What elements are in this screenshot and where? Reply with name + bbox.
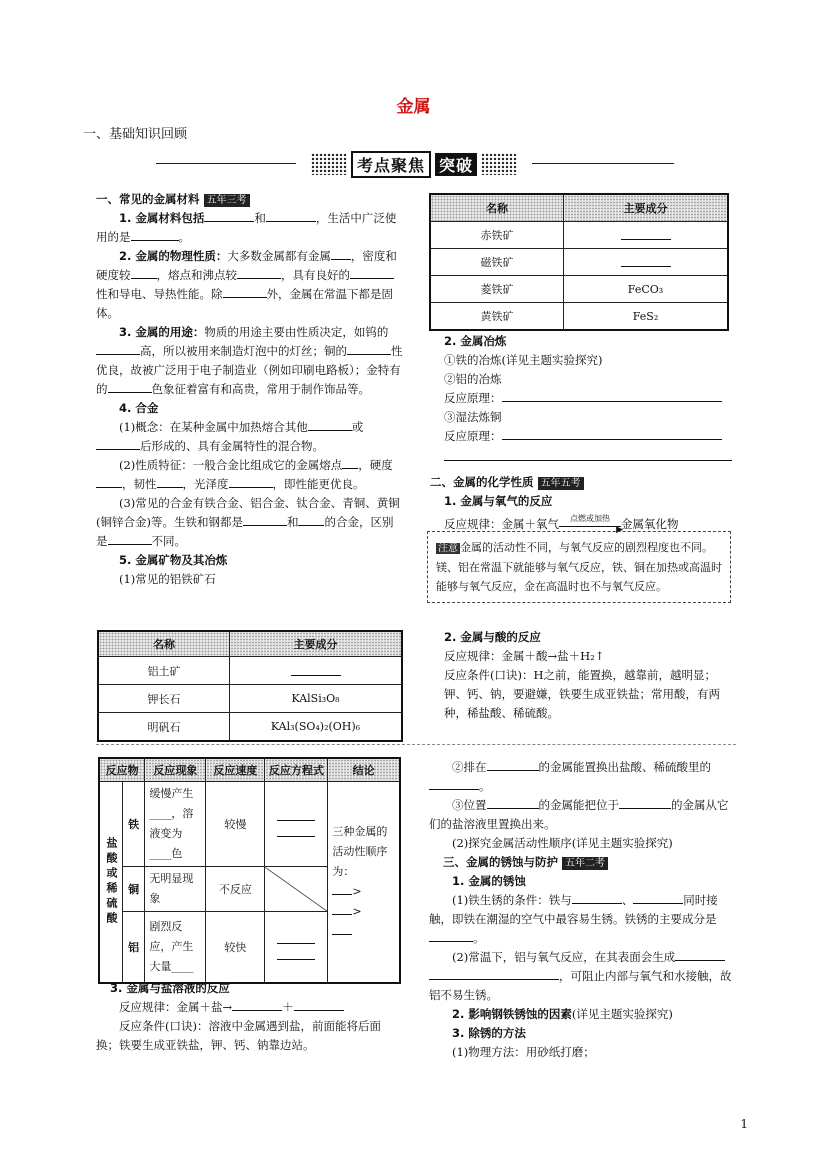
- exam-tag: 五年五考: [538, 477, 584, 490]
- para-label: 5. 金属矿物及其冶炼: [119, 553, 228, 567]
- banner-label: 考点聚焦: [351, 151, 431, 178]
- page-title: 金属: [396, 97, 431, 117]
- para-text: ，光泽度: [182, 477, 229, 491]
- section-heading: 一、基础知识回顾: [83, 127, 188, 142]
- para-text: ③湿法炼铜: [444, 410, 502, 424]
- para-text: 反应条件(口诀)：溶液中金属遇到盐，前面能将后面换；铁要生成亚铁盐，钾、钙、钠靠边站。: [96, 1019, 381, 1052]
- para-text: 物质的用途主要由性质决定，如钨的: [204, 325, 389, 339]
- para-text: 不同。: [151, 534, 186, 548]
- table-cell: 菱铁矿: [430, 276, 564, 303]
- banner-rule-left: [156, 163, 296, 164]
- table-header: 主要成分: [230, 631, 403, 657]
- banner-rule-right: [532, 163, 674, 164]
- para-text: (1)概念：在某种金属中加热熔合其他: [119, 420, 308, 434]
- para-text: 外，金属在常温下都是固体。: [96, 287, 393, 320]
- table-header: 名称: [98, 631, 230, 657]
- speed-cell: 较慢: [206, 782, 265, 867]
- para-text: ，具有良好的: [281, 268, 350, 282]
- exam-tag: 五年三考: [204, 194, 250, 207]
- para-text: ，密度和硬度较: [96, 249, 397, 282]
- para-text: ，硬度: [358, 458, 393, 472]
- equation-cell: [265, 912, 328, 984]
- para-text: 或: [351, 420, 364, 434]
- table-cell: 赤铁矿: [430, 222, 564, 249]
- para-text: 高，所以被用来制造灯泡中的灯丝；铜的: [140, 344, 347, 358]
- speed-cell: 较快: [206, 912, 265, 984]
- table-cell: KAlSi₃O₈: [230, 685, 403, 713]
- exam-tag: 五年二考: [562, 857, 608, 870]
- para-text: 性优良，故被广泛用于电子制造业（例如印刷电路板）；金特有的: [96, 344, 403, 396]
- salt-section: [96, 979, 403, 1055]
- dot-pattern-icon: [311, 153, 347, 175]
- para-text: 反应规律：金属＋盐→: [119, 1000, 233, 1014]
- para-text: (2)常温下，铝与氧气反应，在其表面会生成: [452, 950, 676, 964]
- para-label: 2. 影响钢铁锈蚀的因素: [452, 1007, 572, 1021]
- table-cell: [564, 249, 729, 276]
- para-label: 1. 金属的锈蚀: [452, 874, 526, 888]
- para-label: 4. 合金: [119, 401, 159, 415]
- table-header: 反应现象: [145, 758, 206, 782]
- para-text: ③位置: [452, 798, 487, 812]
- para-text: 和: [254, 211, 266, 225]
- para-text: 大多数金属都有金属: [227, 249, 331, 263]
- table-header: 名称: [430, 194, 564, 222]
- phenomenon-cell: 缓慢产生____，溶液变为____色: [145, 782, 206, 867]
- phenomenon-cell: 剧烈反应，产生大量____: [145, 912, 206, 984]
- para-text: 。: [473, 931, 485, 945]
- para-text: ，韧性: [122, 477, 157, 491]
- para-text: 的合金，区别是: [96, 515, 394, 548]
- para-text: 后形成的、具有金属特性的混合物。: [140, 439, 324, 453]
- metal-label: 铁: [123, 782, 145, 867]
- table-cell: 黄铁矿: [430, 303, 564, 331]
- para-text: ，熔点和沸点较: [156, 268, 237, 282]
- table-cell: 铝土矿: [98, 657, 230, 685]
- para-label: 2. 金属与酸的反应: [444, 630, 541, 644]
- table-cell: 明矾石: [98, 713, 230, 742]
- page-number: 1: [740, 1117, 748, 1131]
- note-text: 金属的活动性不同，与氧气反应的剧烈程度也不同。镁、铝在常温下就能够与氧气反应，铁、铜在加热或高温时能够与氧气反应，金在高温时也不与氧气反应。: [436, 541, 722, 593]
- table-cell: 钾长石: [98, 685, 230, 713]
- subsection-title: 二、金属的化学性质: [430, 475, 534, 489]
- para-text: ，生活中广泛使用的是: [96, 211, 397, 244]
- table-cell: FeCO₃: [564, 276, 729, 303]
- dot-pattern-icon: [481, 153, 517, 175]
- phenomenon-cell: 无明显现象: [145, 867, 206, 912]
- para-label: 1. 金属与氧气的反应: [444, 494, 553, 508]
- para-text: 色象征着富有和高贵，常用于制作饰品等。: [151, 382, 370, 396]
- para-text: 。: [479, 779, 491, 793]
- conclusion-text: 三种金属的活动性顺序为：: [332, 825, 388, 878]
- para-text: (1)铁生锈的条件：铁与: [452, 893, 572, 907]
- para-text: 1. 金属材料包括: [119, 211, 205, 225]
- right-column-acid: [444, 628, 734, 723]
- condition-label: 点燃或加热: [570, 514, 610, 523]
- para-text: 和: [286, 515, 299, 529]
- para-text: 、: [621, 893, 634, 907]
- table-cell: FeS₂: [564, 303, 729, 331]
- para-text: (2)探究金属活动性顺序(详见主题实验探究): [452, 836, 673, 850]
- note-tag: 注意: [438, 543, 458, 554]
- para-text: 反应条件(口诀)：H之前，能置换，越靠前，越明显；钾、钙、钠，要避嫌，铁要生成亚铁盐；常用酸，有两种，稀盐酸、稀硫酸。: [444, 668, 720, 720]
- gt-symbol: >: [352, 885, 362, 898]
- table-cell: [230, 657, 403, 685]
- table-cell: KAl₃(SO₄)₂(OH)₆: [230, 713, 403, 742]
- para-text: 。: [178, 230, 190, 244]
- para-text: (3)常见的合金有铁合金、铝合金、钛合金、青铜、黄铜(铜锌合金)等。生铁和钢都是: [96, 496, 400, 529]
- section-banner: [298, 150, 530, 178]
- banner-label-highlight: 突破: [435, 153, 477, 176]
- table-header: 主要成分: [564, 194, 729, 222]
- reaction-table: [98, 757, 401, 984]
- para-text: 性和导电、导热性能。除: [96, 287, 223, 301]
- para-text: 同时接触，即铁在潮湿的空气中最容易生锈。铁锈的主要成分是: [429, 893, 718, 926]
- para-text: ②铝的冶炼: [444, 372, 502, 386]
- para-text: 反应规律：金属＋酸→盐＋H₂↑: [444, 649, 605, 663]
- para-label: 3. 金属的用途：: [119, 325, 205, 339]
- divider: [96, 744, 736, 745]
- gt-symbol: >: [352, 905, 362, 918]
- para-label: 3. 除锈的方法: [452, 1026, 526, 1040]
- metal-label: 铜: [123, 867, 145, 912]
- para-text: 金属氧化物: [621, 517, 679, 531]
- metal-label: 铝: [123, 912, 145, 984]
- ore-table-aluminum: [97, 630, 403, 742]
- table-header: 反应方程式: [265, 758, 328, 782]
- ore-table-iron: [429, 193, 729, 331]
- right-column: 2. 金属冶炼 ①铁的冶炼(详见主题实验探究) ②铝的冶炼 反应原理： ③湿法炼铜 反应原理： 二、金属的化学性质 五年五考 1. 金属与氧气的反应 反应规律：金属＋氧气 $^{点燃或加热}$ ▶ 金属氧化物: [444, 332, 734, 535]
- subsection-title: 三、金属的锈蚀与防护: [443, 855, 558, 869]
- acid-label: 盐酸或稀硫酸: [99, 782, 123, 984]
- para-text: 反应原理：: [444, 429, 502, 443]
- equation-cell: [265, 782, 328, 867]
- para-text: 反应规律：金属＋氧气: [444, 517, 559, 531]
- para-text: ①铁的冶炼(详见主题实验探究): [444, 353, 603, 367]
- table-cell: 磁铁矿: [430, 249, 564, 276]
- table-header: 反应物: [99, 758, 145, 782]
- conclusion-cell: [328, 782, 400, 984]
- left-column: [96, 190, 403, 589]
- table-cell: [564, 222, 729, 249]
- speed-cell: 不反应: [206, 867, 265, 912]
- subsection-title: 一、常见的金属材料: [96, 192, 200, 206]
- para-label: 2. 金属冶炼: [444, 334, 507, 348]
- bottom-right-column: [429, 758, 733, 1062]
- para-text: 的金属能把位于: [538, 798, 619, 812]
- para-label: 2. 金属的物理性质：: [119, 249, 228, 263]
- equation-cell-empty: [265, 867, 328, 912]
- table-header: 反应速度: [206, 758, 265, 782]
- para-text: 反应原理：: [444, 391, 502, 405]
- para-text: ＋: [282, 1000, 294, 1014]
- note-box: [427, 531, 731, 603]
- para-text: ②排在: [452, 760, 487, 774]
- para-text: (2)性质特征：一般合金比组成它的金属熔点: [119, 458, 343, 472]
- para-text: (1)物理方法：用砂纸打磨；: [452, 1045, 595, 1059]
- table-header: 结论: [328, 758, 400, 782]
- para-text: 的金属从它们的盐溶液里置换出来。: [429, 798, 729, 831]
- para-text: (1)常见的铝铁矿石: [119, 572, 216, 586]
- para-text: 的金属能置换出盐酸、稀硫酸里的: [538, 760, 711, 774]
- para-text: (详见主题实验探究): [571, 1007, 673, 1021]
- para-label: 3. 金属与盐溶液的反应: [110, 981, 230, 995]
- para-text: ，可阻止内部与氧气和水接触，故铝不易生锈。: [429, 969, 732, 1002]
- para-text: ，即性能更优良。: [272, 477, 365, 491]
